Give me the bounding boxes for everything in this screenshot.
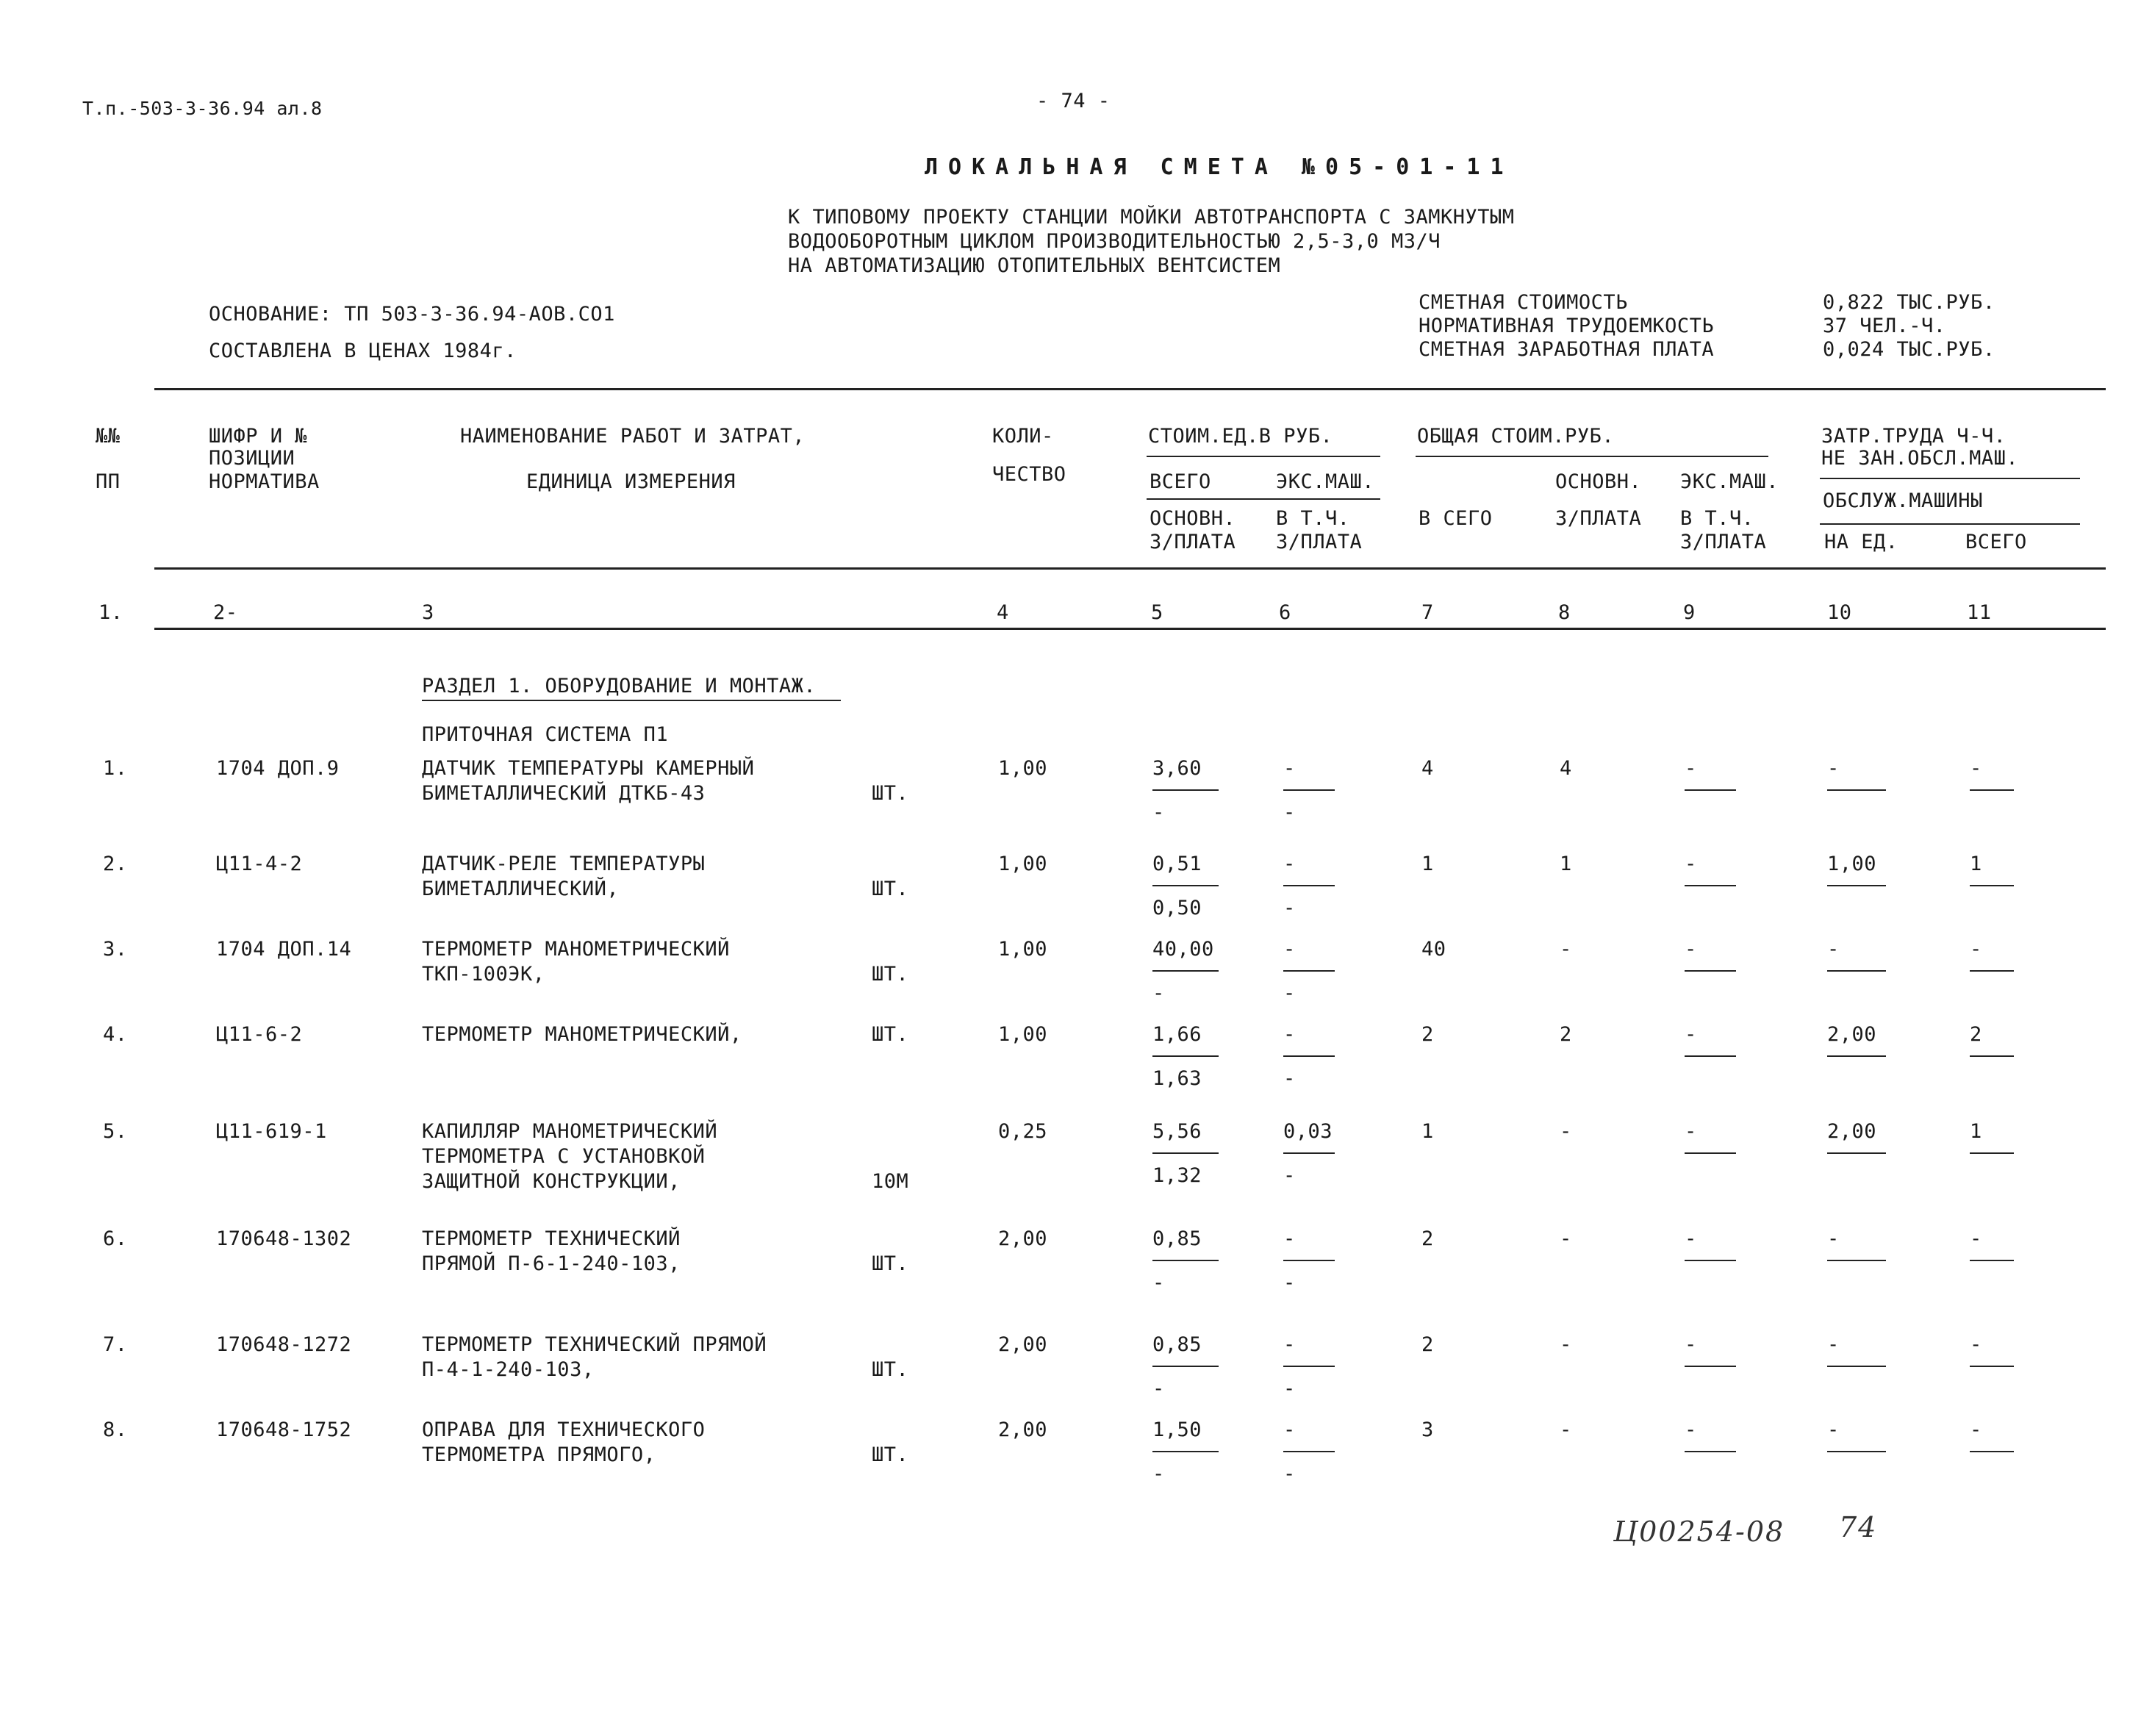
- row-total-machine: -: [1685, 1418, 1697, 1441]
- col5-header-rule: [1147, 498, 1380, 500]
- row-labor-total: -: [1970, 1418, 1982, 1441]
- row-code: Ц11-6-2: [216, 1023, 303, 1046]
- row-total-cost: 4: [1421, 757, 1434, 780]
- row-code: 1704 ДОП.14: [216, 938, 352, 961]
- row-machine-cost: -: [1283, 1227, 1296, 1250]
- header-bottom-rule: [154, 567, 2106, 570]
- row-total-machine-rule: [1685, 970, 1736, 972]
- row-name-line: БИМЕТАЛЛИЧЕСКИЙ ДТКБ-43: [422, 782, 706, 805]
- row-labor-total-rule: [1970, 1055, 2014, 1057]
- row-unit-cost-rule: [1152, 1152, 1219, 1154]
- row-total-machine-rule: [1685, 1152, 1736, 1154]
- row-total-machine: -: [1685, 1023, 1697, 1046]
- col2-header-3: НОРМАТИВА: [209, 470, 320, 493]
- row-machine-cost: -: [1283, 853, 1296, 875]
- colnum-4: 4: [997, 601, 1009, 624]
- row-unit-cost-rule: [1152, 1366, 1219, 1367]
- page-number: - 74 -: [1036, 90, 1111, 112]
- row-total-wages: -: [1560, 1227, 1572, 1250]
- row-name-line: ПРЯМОЙ П-6-1-240-103,: [422, 1252, 681, 1275]
- row-total-machine: -: [1685, 1333, 1697, 1356]
- row-unit: ШТ.: [872, 963, 909, 986]
- row-labor-per-unit: 2,00: [1827, 1120, 1877, 1143]
- row-machine-cost-rule: [1283, 1366, 1335, 1367]
- row-labor-per-unit-rule: [1827, 885, 1886, 886]
- row-labor-total: 2: [1970, 1023, 1982, 1046]
- row-machine-cost: -: [1283, 757, 1296, 780]
- col10-header: НА ЕД.: [1824, 531, 1898, 553]
- row-total-machine-rule: [1685, 1055, 1736, 1057]
- row-unit-cost-wages: -: [1152, 1377, 1165, 1400]
- colnum-5: 5: [1151, 601, 1163, 624]
- row-number: 5.: [103, 1120, 128, 1143]
- row-total-wages: 2: [1560, 1023, 1572, 1046]
- table-top-rule: [154, 388, 2106, 390]
- row-total-wages: -: [1560, 1120, 1572, 1143]
- col6-header-bottom-2: З/ПЛАТА: [1276, 531, 1363, 553]
- numbers-bottom-rule: [154, 628, 2106, 630]
- row-machine-wages: -: [1283, 1377, 1296, 1400]
- row-labor-total-rule: [1970, 789, 2014, 791]
- col4-header-2: ЧЕСТВО: [992, 463, 1066, 486]
- row-labor-per-unit-rule: [1827, 789, 1886, 791]
- handwritten-archive-number: Ц00254-08: [1613, 1516, 1785, 1548]
- row-unit-cost-rule: [1152, 1451, 1219, 1452]
- labor-group-header-2: НЕ ЗАН.ОБСЛ.МАШ.: [1821, 447, 2019, 470]
- row-unit-cost-total: 0,85: [1152, 1333, 1202, 1356]
- row-quantity: 1,00: [998, 1023, 1048, 1046]
- row-unit-cost-rule: [1152, 1260, 1219, 1261]
- row-unit-cost-total: 5,56: [1152, 1120, 1202, 1143]
- summary-value-wages: 0,024 ТЫС.РУБ.: [1823, 338, 1995, 361]
- row-quantity: 2,00: [998, 1418, 1048, 1441]
- labor-sub-header: ОБСЛУЖ.МАШИНЫ: [1823, 489, 1983, 512]
- col7-header: В СЕГО: [1419, 507, 1493, 530]
- row-unit: 10М: [872, 1170, 909, 1193]
- row-unit: ШТ.: [872, 782, 909, 805]
- row-total-wages: -: [1560, 1333, 1572, 1356]
- colnum-11: 11: [1967, 601, 1992, 624]
- row-machine-cost-rule: [1283, 789, 1335, 791]
- summary-label-wages: СМЕТНАЯ ЗАРАБОТНАЯ ПЛАТА: [1419, 338, 1715, 361]
- row-unit-cost-rule: [1152, 789, 1219, 791]
- row-total-cost: 1: [1421, 853, 1434, 875]
- col4-header-1: КОЛИ-: [992, 425, 1054, 448]
- summary-value-cost: 0,822 ТЫС.РУБ.: [1823, 291, 1995, 314]
- colnum-2: 2-: [213, 601, 238, 624]
- row-number: 3.: [103, 938, 128, 961]
- col9-header-1: ЭКС.МАШ.: [1680, 470, 1779, 493]
- row-total-wages: 1: [1560, 853, 1572, 875]
- row-unit-cost-rule: [1152, 970, 1219, 972]
- row-unit-cost-wages: -: [1152, 801, 1165, 824]
- row-unit-cost-total: 0,85: [1152, 1227, 1202, 1250]
- row-total-machine-rule: [1685, 1451, 1736, 1452]
- row-machine-wages: -: [1283, 1463, 1296, 1485]
- row-quantity: 1,00: [998, 853, 1048, 875]
- row-unit-cost-wages: -: [1152, 982, 1165, 1005]
- row-labor-per-unit-rule: [1827, 1260, 1886, 1261]
- row-unit-cost-wages: -: [1152, 1463, 1165, 1485]
- row-total-machine-rule: [1685, 1366, 1736, 1367]
- colnum-10: 10: [1827, 601, 1852, 624]
- col8-header-1: ОСНОВН.: [1555, 470, 1642, 493]
- row-machine-cost-rule: [1283, 885, 1335, 886]
- row-unit: ШТ.: [872, 1443, 909, 1466]
- row-unit: ШТ.: [872, 1252, 909, 1275]
- col2-header-2: ПОЗИЦИИ: [209, 447, 295, 470]
- row-total-cost: 2: [1421, 1023, 1434, 1046]
- row-machine-wages: -: [1283, 801, 1296, 824]
- row-labor-total: -: [1970, 757, 1982, 780]
- row-total-machine: -: [1685, 1120, 1697, 1143]
- row-labor-per-unit-rule: [1827, 1451, 1886, 1452]
- row-quantity: 1,00: [998, 757, 1048, 780]
- row-number: 8.: [103, 1418, 128, 1441]
- row-unit: ШТ.: [872, 878, 909, 900]
- row-labor-total: -: [1970, 938, 1982, 961]
- row-machine-wages: -: [1283, 1271, 1296, 1294]
- row-machine-cost: -: [1283, 1333, 1296, 1356]
- row-unit-cost-rule: [1152, 1055, 1219, 1057]
- row-total-cost: 2: [1421, 1227, 1434, 1250]
- row-labor-per-unit: 1,00: [1827, 853, 1877, 875]
- row-unit-cost-wages: 1,63: [1152, 1067, 1202, 1090]
- row-quantity: 2,00: [998, 1227, 1048, 1250]
- row-unit-cost-total: 3,60: [1152, 757, 1202, 780]
- row-quantity: 0,25: [998, 1120, 1048, 1143]
- row-labor-per-unit: 2,00: [1827, 1023, 1877, 1046]
- row-name-line: ТЕРМОМЕТР МАНОМЕТРИЧЕСКИЙ: [422, 938, 730, 961]
- row-number: 7.: [103, 1333, 128, 1356]
- row-total-cost: 2: [1421, 1333, 1434, 1356]
- basis-text: ОСНОВАНИЕ: ТП 503-3-36.94-АОВ.СО1: [209, 303, 615, 326]
- row-total-cost: 3: [1421, 1418, 1434, 1441]
- row-labor-total: 1: [1970, 1120, 1982, 1143]
- col2-header-1: ШИФР И №: [209, 425, 308, 448]
- col9-header-2: В Т.Ч.: [1680, 507, 1754, 530]
- row-name-line: ТКП-100ЭК,: [422, 963, 545, 986]
- col6-header-bottom-1: В Т.Ч.: [1276, 507, 1350, 530]
- row-total-machine-rule: [1685, 885, 1736, 886]
- row-labor-total-rule: [1970, 1260, 2014, 1261]
- row-machine-wages: -: [1283, 897, 1296, 919]
- labor-group-rule: [1820, 478, 2080, 479]
- row-quantity: 1,00: [998, 938, 1048, 961]
- section-title-underline: [422, 700, 841, 701]
- row-unit-cost-total: 1,66: [1152, 1023, 1202, 1046]
- row-code: Ц11-4-2: [216, 853, 303, 875]
- subtitle-line-2: ВОДООБОРОТНЫМ ЦИКЛОМ ПРОИЗВОДИТЕЛЬНОСТЬЮ 2,5-3,0 М3/Ч: [788, 230, 1441, 253]
- col11-header: ВСЕГО: [1965, 531, 2027, 553]
- row-code: 1704 ДОП.9: [216, 757, 340, 780]
- row-number: 1.: [103, 757, 128, 780]
- subtitle-line-3: НА АВТОМАТИЗАЦИЮ ОТОПИТЕЛЬНЫХ ВЕНТСИСТЕМ: [788, 254, 1281, 277]
- row-labor-per-unit-rule: [1827, 970, 1886, 972]
- row-machine-cost-rule: [1283, 1055, 1335, 1057]
- subtitle-line-1: К ТИПОВОМУ ПРОЕКТУ СТАНЦИИ МОЙКИ АВТОТРАНСПОРТА С ЗАМКНУТЫМ: [788, 206, 1515, 229]
- row-machine-cost-rule: [1283, 1451, 1335, 1452]
- row-name-line: П-4-1-240-103,: [422, 1358, 595, 1381]
- row-labor-per-unit: -: [1827, 1418, 1840, 1441]
- row-total-machine-rule: [1685, 1260, 1736, 1261]
- row-machine-cost-rule: [1283, 1260, 1335, 1261]
- row-total-wages: -: [1560, 1418, 1572, 1441]
- summary-label-cost: СМЕТНАЯ СТОИМОСТЬ: [1419, 291, 1628, 314]
- row-labor-total-rule: [1970, 970, 2014, 972]
- colnum-6: 6: [1279, 601, 1291, 624]
- colnum-9: 9: [1683, 601, 1696, 624]
- col5-header-bottom-1: ОСНОВН.: [1150, 507, 1236, 530]
- row-code: 170648-1752: [216, 1418, 352, 1441]
- row-total-wages: 4: [1560, 757, 1572, 780]
- row-code: 170648-1302: [216, 1227, 352, 1250]
- row-labor-per-unit-rule: [1827, 1152, 1886, 1154]
- row-unit: ШТ.: [872, 1023, 909, 1046]
- row-labor-per-unit-rule: [1827, 1366, 1886, 1367]
- row-machine-cost: -: [1283, 1023, 1296, 1046]
- row-labor-per-unit: -: [1827, 1227, 1840, 1250]
- labor-sub-rule: [1820, 523, 2080, 525]
- row-name-line: БИМЕТАЛЛИЧЕСКИЙ,: [422, 878, 620, 900]
- row-total-machine: -: [1685, 853, 1697, 875]
- estimate-title: ЛОКАЛЬНАЯ СМЕТА №05-01-11: [925, 154, 1514, 180]
- row-labor-total: 1: [1970, 853, 1982, 875]
- row-labor-per-unit: -: [1827, 1333, 1840, 1356]
- handwritten-page-number: 74: [1839, 1511, 1878, 1543]
- row-labor-total: -: [1970, 1227, 1982, 1250]
- row-total-wages: -: [1560, 938, 1572, 961]
- row-name-line: ЗАЩИТНОЙ КОНСТРУКЦИИ,: [422, 1170, 681, 1193]
- row-total-cost: 40: [1421, 938, 1446, 961]
- row-labor-total-rule: [1970, 885, 2014, 886]
- col1-header-1: №№: [96, 425, 121, 448]
- row-code: Ц11-619-1: [216, 1120, 327, 1143]
- row-machine-cost-rule: [1283, 970, 1335, 972]
- section-subtitle: ПРИТОЧНАЯ СИСТЕМА П1: [422, 723, 669, 746]
- row-name-line: ОПРАВА ДЛЯ ТЕХНИЧЕСКОГО: [422, 1418, 706, 1441]
- colnum-8: 8: [1558, 601, 1571, 624]
- labor-group-header-1: ЗАТР.ТРУДА Ч-Ч.: [1821, 425, 2006, 448]
- row-name-line: ДАТЧИК ТЕМПЕРАТУРЫ КАМЕРНЫЙ: [422, 757, 755, 780]
- row-machine-wages: -: [1283, 982, 1296, 1005]
- summary-value-labor: 37 ЧЕЛ.-Ч.: [1823, 315, 1946, 337]
- col5-header-bottom-2: З/ПЛАТА: [1150, 531, 1236, 553]
- row-name-line: КАПИЛЛЯР МАНОМЕТРИЧЕСКИЙ: [422, 1120, 718, 1143]
- row-code: 170648-1272: [216, 1333, 352, 1356]
- col1-header-2: ПП: [96, 470, 121, 493]
- unit-cost-group-header: СТОИМ.ЕД.В РУБ.: [1148, 425, 1333, 448]
- row-unit-cost-wages: -: [1152, 1271, 1165, 1294]
- section-title: РАЗДЕЛ 1. ОБОРУДОВАНИЕ И МОНТАЖ.: [422, 675, 817, 697]
- row-number: 4.: [103, 1023, 128, 1046]
- row-number: 2.: [103, 853, 128, 875]
- col8-header-2: З/ПЛАТА: [1555, 507, 1642, 530]
- row-labor-per-unit-rule: [1827, 1055, 1886, 1057]
- row-labor-total-rule: [1970, 1152, 2014, 1154]
- col9-header-3: З/ПЛАТА: [1680, 531, 1767, 553]
- col5-header-top: ВСЕГО: [1150, 470, 1211, 493]
- unit-cost-group-rule: [1147, 456, 1380, 457]
- row-machine-cost: -: [1283, 1418, 1296, 1441]
- row-unit-cost-total: 40,00: [1152, 938, 1214, 961]
- row-total-machine: -: [1685, 1227, 1697, 1250]
- row-total-machine-rule: [1685, 789, 1736, 791]
- row-unit-cost-total: 1,50: [1152, 1418, 1202, 1441]
- row-machine-cost: 0,03: [1283, 1120, 1333, 1143]
- row-machine-cost-rule: [1283, 1152, 1335, 1154]
- row-name-line: ТЕРМОМЕТР ТЕХНИЧЕСКИЙ: [422, 1227, 681, 1250]
- row-machine-wages: -: [1283, 1067, 1296, 1090]
- row-quantity: 2,00: [998, 1333, 1048, 1356]
- row-name-line: ТЕРМОМЕТР ТЕХНИЧЕСКИЙ ПРЯМОЙ: [422, 1333, 767, 1356]
- colnum-1: 1.: [98, 601, 123, 624]
- row-unit-cost-wages: 0,50: [1152, 897, 1202, 919]
- total-cost-group-header: ОБЩАЯ СТОИМ.РУБ.: [1417, 425, 1615, 448]
- document-reference: Т.п.-503-3-36.94 ал.8: [82, 98, 323, 119]
- row-labor-total-rule: [1970, 1366, 2014, 1367]
- row-labor-total: -: [1970, 1333, 1982, 1356]
- col3-header-2: ЕДИНИЦА ИЗМЕРЕНИЯ: [526, 470, 736, 493]
- row-name-line: ТЕРМОМЕТРА ПРЯМОГО,: [422, 1443, 656, 1466]
- row-total-cost: 1: [1421, 1120, 1434, 1143]
- row-number: 6.: [103, 1227, 128, 1250]
- row-machine-wages: -: [1283, 1164, 1296, 1187]
- row-unit-cost-rule: [1152, 885, 1219, 886]
- row-name-line: ТЕРМОМЕТР МАНОМЕТРИЧЕСКИЙ,: [422, 1023, 742, 1046]
- row-name-line: ТЕРМОМЕТРА С УСТАНОВКОЙ: [422, 1145, 706, 1168]
- total-cost-group-rule: [1416, 456, 1768, 457]
- row-unit-cost-wages: 1,32: [1152, 1164, 1202, 1187]
- row-labor-total-rule: [1970, 1451, 2014, 1452]
- row-total-machine: -: [1685, 938, 1697, 961]
- row-machine-cost: -: [1283, 938, 1296, 961]
- row-total-machine: -: [1685, 757, 1697, 780]
- row-labor-per-unit: -: [1827, 757, 1840, 780]
- summary-label-labor: НОРМАТИВНАЯ ТРУДОЕМКОСТЬ: [1419, 315, 1715, 337]
- prices-text: СОСТАВЛЕНА В ЦЕНАХ 1984г.: [209, 340, 517, 362]
- row-unit: ШТ.: [872, 1358, 909, 1381]
- colnum-3: 3: [422, 601, 434, 624]
- row-name-line: ДАТЧИК-РЕЛЕ ТЕМПЕРАТУРЫ: [422, 853, 706, 875]
- row-labor-per-unit: -: [1827, 938, 1840, 961]
- col3-header-1: НАИМЕНОВАНИЕ РАБОТ И ЗАТРАТ,: [460, 425, 806, 448]
- colnum-7: 7: [1421, 601, 1434, 624]
- col6-header-top: ЭКС.МАШ.: [1276, 470, 1375, 493]
- row-unit-cost-total: 0,51: [1152, 853, 1202, 875]
